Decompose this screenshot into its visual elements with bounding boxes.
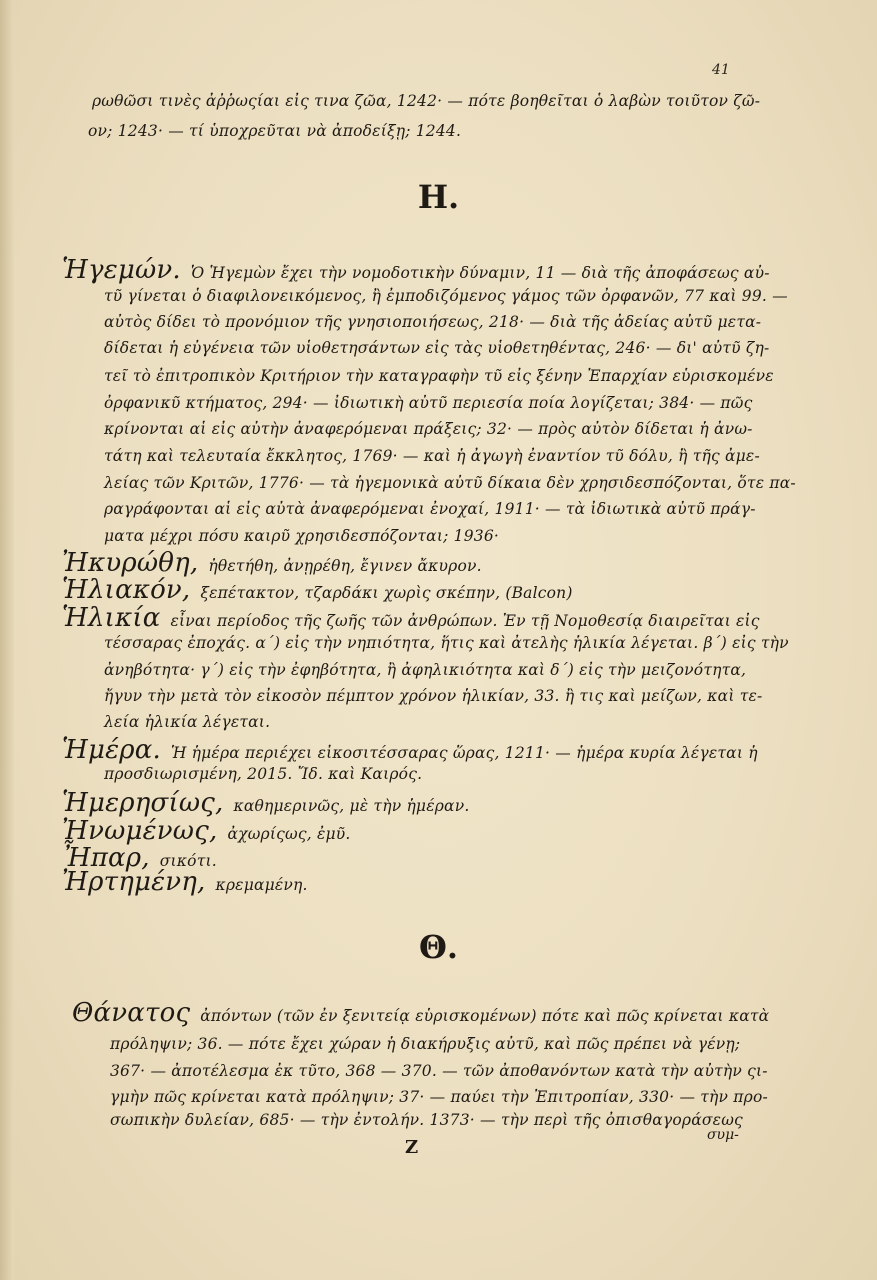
text-line: τῦ γίνεται ὁ διαφιλονεικόμενος, ἢ ἐμποδιζόμενος γάμος τῶν ὀρφανῶν, 77 καὶ 99. — xyxy=(104,287,788,305)
entry-headword: Θάνατος xyxy=(72,998,191,1028)
entry-headword: Ἡλιακόν, xyxy=(62,575,191,605)
entry-henomenos: Ἠνωμένως, ἀχωρίςως, ἐμῦ. xyxy=(62,816,351,846)
entry-hertemene: Ἠρτημένη, κρεμαμένη. xyxy=(62,867,308,897)
text-line: λείας τῶν Κριτῶν, 1776· — τὰ ἡγεμονικὰ αὐτῦ δίκαια δὲν χρησιδεσπόζονται, ὅτε πα- xyxy=(104,474,796,492)
text-line: ἀνηβότητα· γ΄) εἰς τὴν ἐφηβότητα, ἢ ἀφηλικιότητα καὶ δ΄) εἰς τὴν μειζονότητα, xyxy=(104,661,747,679)
entry-thanatos: Θάνατος ἀπόντων (τῶν ἐν ξενιτείᾳ εὑρισκομένων) πότε καὶ πῶς κρίνεται κατὰ xyxy=(72,998,770,1028)
text-line: αὐτὸς δίδει τὸ προνόμιον τῆς γνησιοποιήσεως, 218· — διὰ τῆς ἀδείας αὐτῦ μετα- xyxy=(104,313,762,331)
entry-hepar: Ἦπαρ, σικότι. xyxy=(62,843,217,873)
text-line: ραγράφονται αἱ εἰς αὐτὰ ἀναφερόμεναι ἐνοχαί, 1911· — τὰ ἰδιωτικὰ αὐτῦ πράγ- xyxy=(104,500,756,518)
entry-hegemon: Ἡγεμών. Ὁ Ἡγεμὼν ἔχει τὴν νομοδοτικὴν δύναμιν, 11 — διὰ τῆς ἀποφάσεως αὐ- xyxy=(62,255,770,285)
signature-mark: Ζ xyxy=(405,1137,419,1158)
text-line: δίδεται ἡ εὐγένεια τῶν υἱοθετησάντων εἰς τὰς υἱοθετηθέντας, 246· — δι' αὐτῦ ζη- xyxy=(104,339,770,357)
text-line: τέσσαρας ἐποχάς. α΄) εἰς τὴν νηπιότητα, ἥτις καὶ ἀτελὴς ἡλικία λέγεται. β΄) εἰς τὴν xyxy=(104,634,789,652)
text-line: σωπικὴν δυλείαν, 685· — τὴν ἐντολήν. 1373· — τὴν περὶ τῆς ὀπισθαγοράσεως xyxy=(110,1111,743,1129)
entry-headword: Ἠκυρώθη, xyxy=(62,548,199,578)
text-line: ἤγυν τὴν μετὰ τὸν εἰκοσὸν πέμπτον χρόνον ἡλικίαν, 33. ἢ τις καὶ μείζων, καὶ τε- xyxy=(104,687,763,705)
entry-headword: Ἦπαρ, xyxy=(62,843,150,873)
text-line: 367· — ἀποτέλεσμα ἐκ τῦτο, 368 — 370. — τῶν ἀποθανόντων κατὰ τὴν αὐτὴν ςι- xyxy=(110,1062,768,1080)
text-line: τάτη καὶ τελευταία ἔκκλητος, 1769· — καὶ ἡ ἀγωγὴ ἐναντίον τῦ δόλυ, ἢ τῆς ἀμε- xyxy=(104,447,760,465)
text-line: ὀρφανικῦ κτήματος, 294· — ἰδιωτικὴ αὐτῦ περιεσία ποία λογίζεται; 384· — πῶς xyxy=(104,394,753,412)
entry-heliakon: Ἡλιακόν, ξεπέτακτον, τζαρδάκι χωρὶς σκέπην, (Balcon) xyxy=(62,575,573,605)
text-line: πρόληψιν; 36. — πότε ἔχει χώραν ἡ διακήρυξις αὐτῦ, καὶ πῶς πρέπει νὰ γένῃ; xyxy=(110,1035,741,1053)
text-line: λεία ἡλικία λέγεται. xyxy=(104,713,271,731)
text-line: κρίνονται αἱ εἰς αὐτὴν ἀναφερόμεναι πράξεις; 32· — πρὸς αὐτὸν δίδεται ἡ ἀνω- xyxy=(104,420,753,438)
entry-hemera: Ἡμέρα. Ἡ ἡμέρα περιέχει εἰκοσιτέσσαρας ὥρας, 1211· — ἡμέρα κυρία λέγεται ἡ xyxy=(62,735,758,765)
entry-headword: Ἠνωμένως, xyxy=(62,816,218,846)
text-line: ρωθῶσι τινὲς ἀῤῥωςίαι εἰς τινα ζῶα, 1242· — πότε βοηθεῖται ὁ λαβὼν τοιῦτον ζῶ- xyxy=(92,92,761,110)
text-line: ον; 1243· — τί ὑποχρεῦται νὰ ἀποδείξῃ; 1244. xyxy=(88,122,462,140)
text-line: προσδιωρισμένη, 2015. Ἴδ. καὶ Καιρός. xyxy=(104,765,423,783)
section-letter-theta: Θ. xyxy=(418,928,458,966)
entry-headword: Ἡμέρα. xyxy=(62,735,161,765)
entry-ekyrothe: Ἠκυρώθη, ἠθετήθη, ἀνῃρέθη, ἔγινεν ἄκυρον. xyxy=(62,548,482,578)
entry-headword: Ἠρτημένη, xyxy=(62,867,206,897)
entry-headword: Ἡγεμών. xyxy=(62,255,181,285)
text-line: ματα μέχρι πόσυ καιρῦ χρησιδεσπόζονται; 1936· xyxy=(104,527,500,545)
entry-headword: Ἡμερησίως, xyxy=(62,788,224,818)
text-line: γμὴν πῶς κρίνεται κατὰ πρόληψιν; 37· — παύει τὴν Ἐπιτροπίαν, 330· — τὴν προ- xyxy=(110,1088,768,1106)
entry-hemeresios: Ἡμερησίως, καθημερινῶς, μὲ τὴν ἡμέραν. xyxy=(62,788,470,818)
text-line: τεῖ τὸ ἐπιτροπικὸν Κριτήριον τὴν καταγραφὴν τῦ εἰς ξένην Ἐπαρχίαν εὑρισκομένε xyxy=(104,367,774,385)
entry-headword: Ἡλικία xyxy=(62,603,161,633)
section-letter-eta: Η. xyxy=(417,178,460,216)
catchword: συμ- xyxy=(707,1127,739,1143)
page-number: 41 xyxy=(712,62,730,78)
entry-helikia: Ἡλικία εἶναι περίοδος τῆς ζωῆς τῶν ἀνθρώπων. Ἐν τῇ Νομοθεσίᾳ διαιρεῖται εἰς xyxy=(62,603,760,633)
